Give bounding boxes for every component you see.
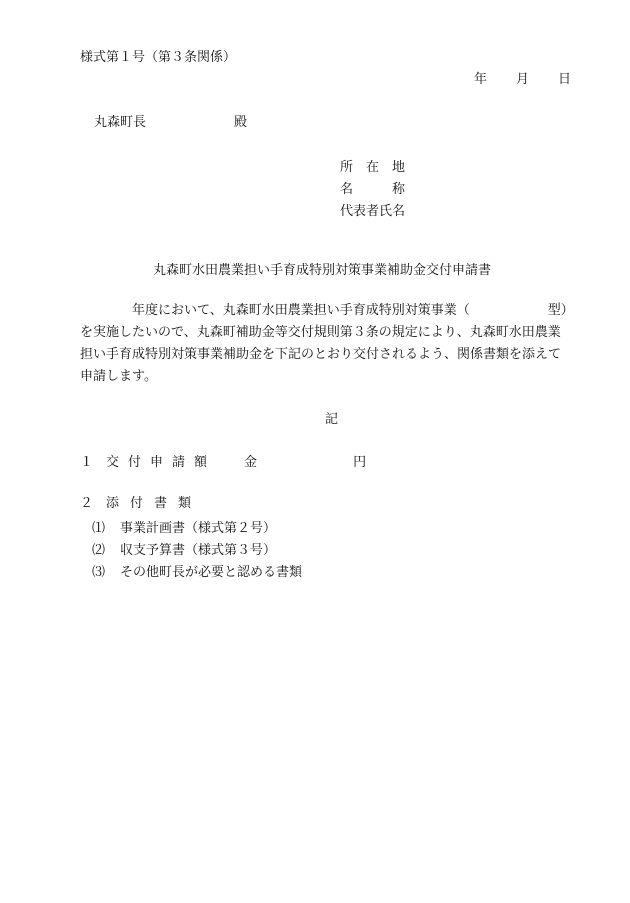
applicant-name-label: 名 称 [340, 182, 406, 197]
form-number: 様式第１号（第３条関係） [80, 50, 237, 65]
item-amount-yen: 円 [353, 455, 367, 470]
applicant-address-label: 所 在 地 [340, 160, 406, 175]
body-line-2: を実施したいので、丸森町補助金等交付規則第３条の規定により、丸森町水田農業 [80, 325, 561, 340]
item-amount-kin: 金 [244, 455, 258, 470]
item-attachments-label: 添付書類 [106, 496, 203, 511]
item-amount-number: １ [80, 455, 94, 470]
application-body [80, 300, 580, 388]
list-item-text: 収支予算書（様式第３号） [120, 543, 277, 558]
item-attachments-number: ２ [80, 496, 94, 511]
list-item [92, 562, 302, 584]
addressee-suffix: 殿 [234, 115, 248, 130]
item-amount-label: 交付申請額 [106, 455, 217, 470]
list-item [92, 518, 302, 540]
date-month-label: 月 [516, 72, 530, 87]
list-item-text: その他町長が必要と認める書類 [120, 565, 303, 580]
attachment-list [92, 518, 302, 584]
body-line-3: 担い手育成特別対策事業補助金を下記のとおり交付されるよう、関係書類を添えて [80, 347, 562, 362]
list-item-number: ⑴ [92, 521, 106, 536]
document-title: 丸森町水田農業担い手育成特別対策事業補助金交付申請書 [153, 263, 492, 278]
list-item [92, 540, 302, 562]
item-amount [80, 456, 366, 469]
list-item-text: 事業計画書（様式第２号） [120, 521, 277, 536]
date-line [474, 73, 571, 86]
date-day-label: 日 [558, 72, 572, 87]
list-item-number: ⑵ [92, 543, 106, 558]
list-item-number: ⑶ [92, 565, 106, 580]
date-year-label: 年 [474, 72, 488, 87]
body-line-4: 申請します。 [80, 369, 157, 384]
applicant-rep-label: 代表者氏名 [340, 204, 406, 219]
body-line-1-pre: 年度において、丸森町水田農業担い手育成特別対策事業（ [132, 303, 470, 318]
body-line-1 [80, 300, 580, 322]
addressee [94, 116, 247, 129]
applicant-block [340, 157, 405, 223]
ki-heading: 記 [325, 412, 339, 427]
body-line-1-post: 型） [547, 303, 574, 318]
addressee-name: 丸森町長 [94, 115, 147, 130]
item-attachments [80, 497, 202, 510]
